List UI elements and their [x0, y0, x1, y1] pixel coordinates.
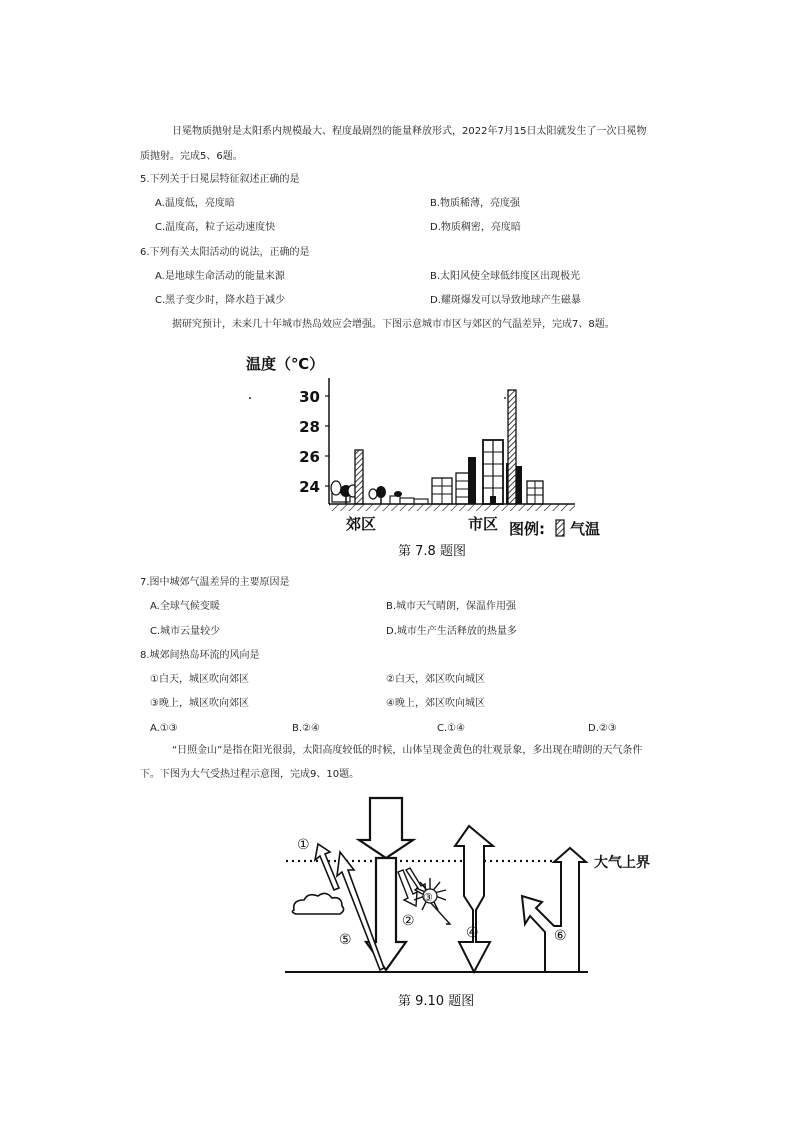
question-8-stem: 8.城郊间热岛环流的风向是 [140, 650, 260, 661]
question-8-item-1: ①白天，城区吹向郊区 [150, 674, 249, 685]
intro-9-10-line1: “日照金山”是指在阳光很弱，太阳高度较低的时候，山体呈现金黄色的壮观景象，多出现在晴朗的天气条件 [172, 745, 643, 756]
intro-5-6-line2: 质抛射。完成5、6题。 [140, 151, 243, 162]
temperature-chart-svg [240, 348, 620, 538]
marker-4: ④ [466, 925, 479, 941]
question-5-option-a: A.温度低，亮度暗 [155, 198, 235, 209]
temperature-bar-city [508, 390, 516, 504]
cloud-shape [292, 893, 343, 914]
dot-mark [249, 397, 251, 399]
question-5-option-c: C.温度高，粒子运动速度快 [155, 222, 276, 233]
solar-radiation-arrow [359, 798, 413, 858]
ground-line [329, 504, 575, 511]
atmosphere-heating-diagram [280, 792, 660, 982]
question-6-stem: 6.下列有关太阳活动的说法，正确的是 [140, 247, 310, 258]
question-6-option-b: B.太阳风使全球低纬度区出现极光 [430, 271, 581, 282]
question-7-stem: 7.图中城郊气温差异的主要原因是 [140, 577, 290, 588]
question-8-item-2: ②白天，郊区吹向城区 [386, 674, 485, 685]
marker-3: ③ [423, 891, 433, 904]
question-6-option-d: D.耀斑爆发可以导致地球产生磁暴 [430, 295, 581, 306]
question-8-option-a: A.①③ [150, 723, 178, 734]
atmospheric-radiation-arrow [455, 826, 493, 972]
intro-9-10-line2: 下。下图为大气受热过程示意图，完成9、10题。 [140, 769, 360, 780]
ground-radiation-arrow [522, 848, 586, 972]
question-8-option-d: D.②③ [588, 723, 617, 734]
question-8-option-c: C.①④ [437, 723, 466, 734]
y-tick-label: 24 [299, 478, 320, 496]
marker-2: ② [402, 913, 415, 929]
question-8-option-b: B.②④ [292, 723, 320, 734]
atmosphere-top-label: 大气上界 [594, 855, 650, 871]
question-7-option-a: A.全球气候变暖 [150, 601, 220, 612]
category-label-city: 市区 [468, 515, 499, 533]
y-tick-label: 30 [299, 388, 320, 406]
intro-5-6-line1: 日冕物质抛射是太阳系内规模最大、程度最剧烈的能量释放形式，2022年7月15日太阳就发生了一次日冕物 [172, 126, 647, 137]
question-5-option-d: D.物质稠密，亮度暗 [430, 222, 521, 233]
question-8-item-4: ④晚上，郊区吹向城区 [386, 698, 485, 709]
reflection-arrow [315, 844, 339, 890]
legend-label: 图例: [509, 520, 545, 538]
suburb-trees [331, 481, 428, 504]
dot-mark [504, 397, 506, 399]
marker-5: ⑤ [339, 932, 352, 948]
temperature-chart [240, 348, 620, 538]
question-8-item-3: ③晚上，城区吹向郊区 [150, 698, 249, 709]
legend-swatch [556, 520, 564, 536]
y-ticks [299, 388, 329, 496]
intro-7-8: 据研究预计，未来几十年城市热岛效应会增强。下图示意城市市区与郊区的气温差异，完成7、8题。 [172, 319, 615, 330]
marker-6: ⑥ [554, 928, 567, 944]
question-5-stem: 5.下列关于日冕层特征叙述正确的是 [140, 174, 300, 185]
marker-1: ① [297, 837, 310, 853]
chart-caption: 第 7.8 题图 [398, 544, 466, 559]
question-5-option-b: B.物质稀薄，亮度强 [430, 198, 521, 209]
legend-series-name: 气温 [570, 520, 601, 538]
question-6-option-a: A.是地球生命活动的能量来源 [155, 271, 285, 282]
y-tick-label: 26 [299, 448, 320, 466]
question-7-option-b: B.城市天气晴朗，保温作用强 [386, 601, 517, 612]
question-7-option-d: D.城市生产生活释放的热量多 [386, 626, 517, 637]
diagram-caption: 第 9.10 题图 [398, 994, 475, 1009]
atmosphere-heating-diagram-svg [280, 792, 660, 982]
temperature-bar-suburb [355, 450, 363, 504]
question-6-option-c: C.黑子变少时，降水趋于减少 [155, 295, 286, 306]
category-label-suburb: 郊区 [346, 515, 377, 533]
y-tick-label: 28 [299, 418, 320, 436]
y-axis-label: 温度（℃） [246, 355, 325, 373]
scattering-arrows [398, 868, 426, 906]
city-buildings [432, 440, 543, 504]
question-7-option-c: C.城市云量较少 [150, 626, 221, 637]
